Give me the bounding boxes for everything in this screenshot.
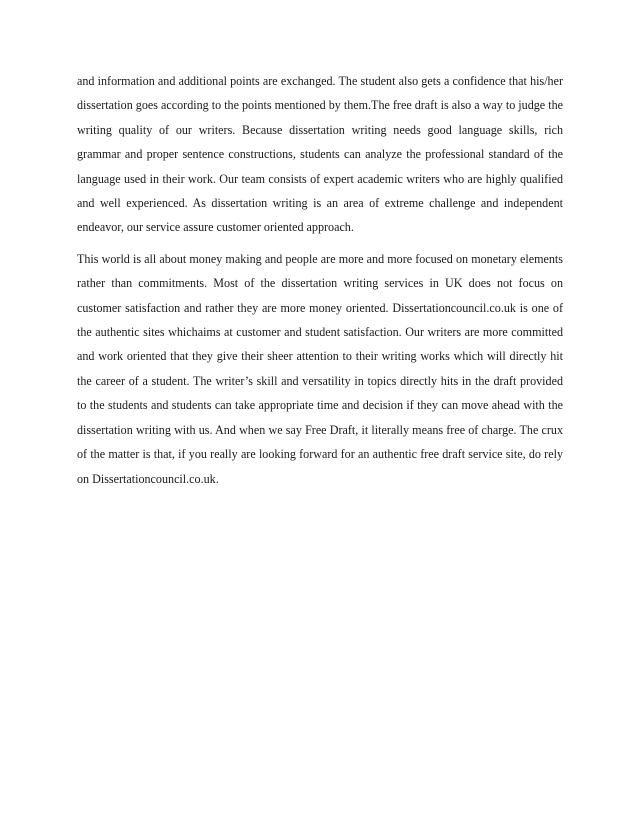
- paragraph-1: and information and additional points are exchanged. The student also gets a confidence that his/her dissertation goes according to the points mentioned by them.The free draft is also a way to judge the writing quality of our writers. Because dissertation writing needs good language skills, rich grammar and proper sentence constructions, students can analyze the professional standard of the language used in their work. Our team consists of expert academic writers who are highly qualified and well experienced. As dissertation writing is an area of extreme challenge and independent endeavor, our service assure customer oriented approach.: [77, 74, 563, 235]
- document-body: [77, 69, 563, 491]
- paragraph-2: This world is all about money making and people are more and more focused on monetary elements rather than commitments. Most of the dissertation writing services in UK does not focus on customer satisfaction and rather they are more money oriented. Dissertationcouncil.co.uk is one of the authentic sites whichaims at customer and student satisfaction. Our writers are more committed and work oriented that they give their sheer attention to their writing works which will directly hit the career of a student. The writer’s skill and versatility in topics directly hits in the draft provided to the students and students can take appropriate time and decision if they can move ahead with the dissertation writing with us. And when we say Free Draft, it literally means free of charge. The crux of the matter is that, if you really are looking forward for an authentic free draft service site, do rely on Dissertationcouncil.co.uk.: [77, 251, 563, 486]
